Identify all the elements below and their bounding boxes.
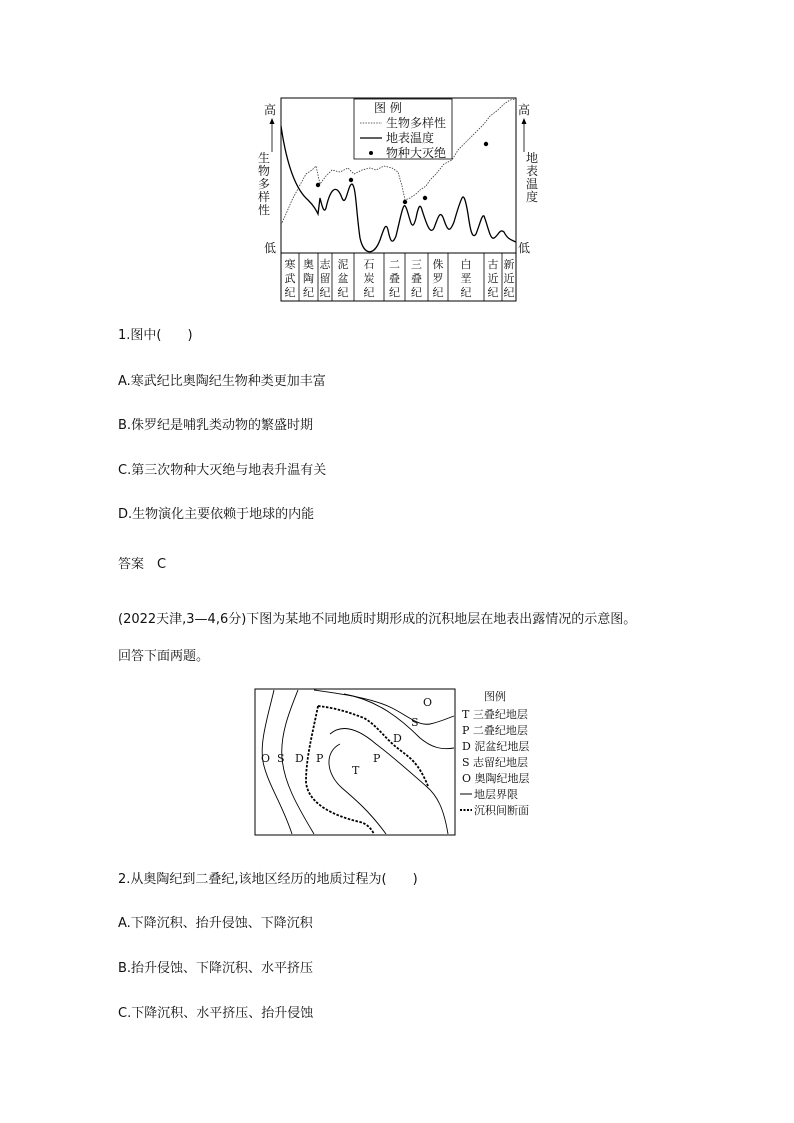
period-label-char: 纪 [363, 286, 375, 299]
period-label-char: 陶 [303, 272, 314, 285]
stratum-label-O: O [423, 696, 433, 709]
period-label-char: 志 [319, 258, 331, 271]
extinction-dot [316, 183, 320, 187]
period-label-char: 纪 [503, 286, 515, 299]
period-label-char: 武 [284, 272, 296, 285]
period-label-char: 近 [487, 272, 499, 285]
right-axis-title-char: 度 [525, 190, 539, 204]
q1-option-d: D.生物演化主要依赖于地球的内能 [118, 507, 315, 522]
right-axis-title-char: 地 [525, 151, 539, 165]
right-axis-title-char: 温 [525, 177, 539, 191]
intro-line-1: (2022天津,3—4,6分)下图为某地不同地质时期形成的沉积地层在地表出露情况的示意图。 [118, 612, 637, 627]
period-label-char: 纪 [303, 286, 314, 299]
q1-option-a: A.寒武纪比奥陶纪生物种类更加丰富 [118, 374, 326, 389]
q2-option-b: B.抬升侵蚀、下降沉积、水平挤压 [118, 961, 314, 976]
left-axis-title-char: 生 [257, 151, 271, 165]
fig2-legend-item: T 三叠纪地层 [462, 708, 528, 721]
left-axis-title-char: 样 [257, 190, 271, 204]
left-axis-title-char: 物 [257, 164, 271, 178]
period-label-char: 叠 [389, 272, 400, 285]
q1-stem: 1.图中( ) [118, 328, 193, 343]
fig2-legend-item: D 泥盆纪地层 [462, 740, 530, 753]
period-label-char: 二 [389, 258, 400, 271]
period-label-char: 泥 [337, 258, 349, 271]
stratum-label-P: P [373, 752, 381, 765]
legend-title: 图 例 [374, 101, 402, 115]
period-label-char: 新 [503, 258, 515, 271]
fig2-legend-boundary: 地层界限 [474, 788, 518, 801]
q2-option-a: A.下降沉积、抬升侵蚀、下降沉积 [118, 916, 313, 931]
extinction-dot [349, 178, 353, 182]
period-label-char: 纪 [432, 286, 444, 299]
legend-temperature: 地表温度 [386, 131, 435, 145]
chart-legend [354, 99, 452, 160]
period-label-char: 石 [363, 258, 375, 271]
period-label-char: 纪 [319, 286, 331, 299]
q1-answer: 答案 C [118, 557, 167, 572]
fig2-legend-item: O 奥陶纪地层 [462, 772, 530, 785]
period-label-char: 寒 [284, 258, 296, 271]
period-label-char: 纪 [284, 286, 296, 299]
period-label-char: 白 [460, 258, 472, 271]
left-axis-title-char: 多 [257, 177, 271, 191]
right-axis-title-char: 表 [525, 164, 539, 178]
period-label-char: 叠 [411, 272, 422, 285]
extinction-dot [403, 200, 407, 204]
period-label-char: 侏 [432, 258, 444, 271]
fig2-legend-title: 图例 [484, 690, 506, 703]
period-label-char: 古 [487, 258, 499, 271]
left-high-label: 高 [264, 103, 277, 117]
q1-option-c: C.第三次物种大灭绝与地表升温有关 [118, 463, 327, 478]
stratum-label-S: S [277, 752, 285, 765]
stratum-label-T: T [352, 764, 360, 777]
period-label-char: 罗 [432, 272, 444, 285]
left-low-label: 低 [264, 241, 277, 255]
period-label-char: 纪 [411, 286, 422, 299]
stratum-label-S: S [411, 716, 419, 729]
extinction-dot [423, 196, 427, 200]
right-high-label: 高 [518, 103, 531, 117]
biodiversity-temperature-chart [250, 90, 550, 305]
period-label-char: 盆 [337, 272, 349, 285]
period-label-char: 纪 [460, 286, 472, 299]
legend-biodiversity: 生物多样性 [386, 116, 447, 130]
legend-extinction: 物种大灭绝 [386, 146, 447, 160]
strata-map [252, 686, 552, 838]
stratum-label-P: P [316, 752, 324, 765]
stratum-label-D: D [393, 732, 402, 745]
extinction-dot [484, 142, 488, 146]
period-label-char: 纪 [487, 286, 499, 299]
q1-option-b: B.侏罗纪是哺乳类动物的繁盛时期 [118, 418, 314, 433]
period-label-char: 奥 [303, 258, 314, 271]
fig2-legend-item: S 志留纪地层 [462, 756, 529, 769]
period-label-char: 近 [503, 272, 515, 285]
right-low-label: 低 [518, 241, 531, 255]
fig2-legend-unconformity: 沉积间断面 [474, 804, 529, 817]
period-label-char: 留 [319, 272, 331, 285]
stratum-label-D: D [295, 752, 304, 765]
left-axis-title-char: 性 [257, 203, 271, 217]
intro-line-2: 回答下面两题。 [118, 649, 210, 664]
period-label-char: 纪 [337, 286, 349, 299]
period-label-char: 垩 [460, 272, 472, 285]
period-label-char: 三 [411, 258, 422, 271]
period-label-char: 纪 [389, 286, 400, 299]
fig2-legend-item: P 二叠纪地层 [462, 724, 528, 737]
stratum-label-O: O [261, 752, 271, 765]
q2-stem: 2.从奥陶纪到二叠纪,该地区经历的地质过程为( ) [118, 872, 418, 887]
q2-option-c: C.下降沉积、水平挤压、抬升侵蚀 [118, 1006, 314, 1021]
period-label-char: 炭 [363, 272, 375, 285]
